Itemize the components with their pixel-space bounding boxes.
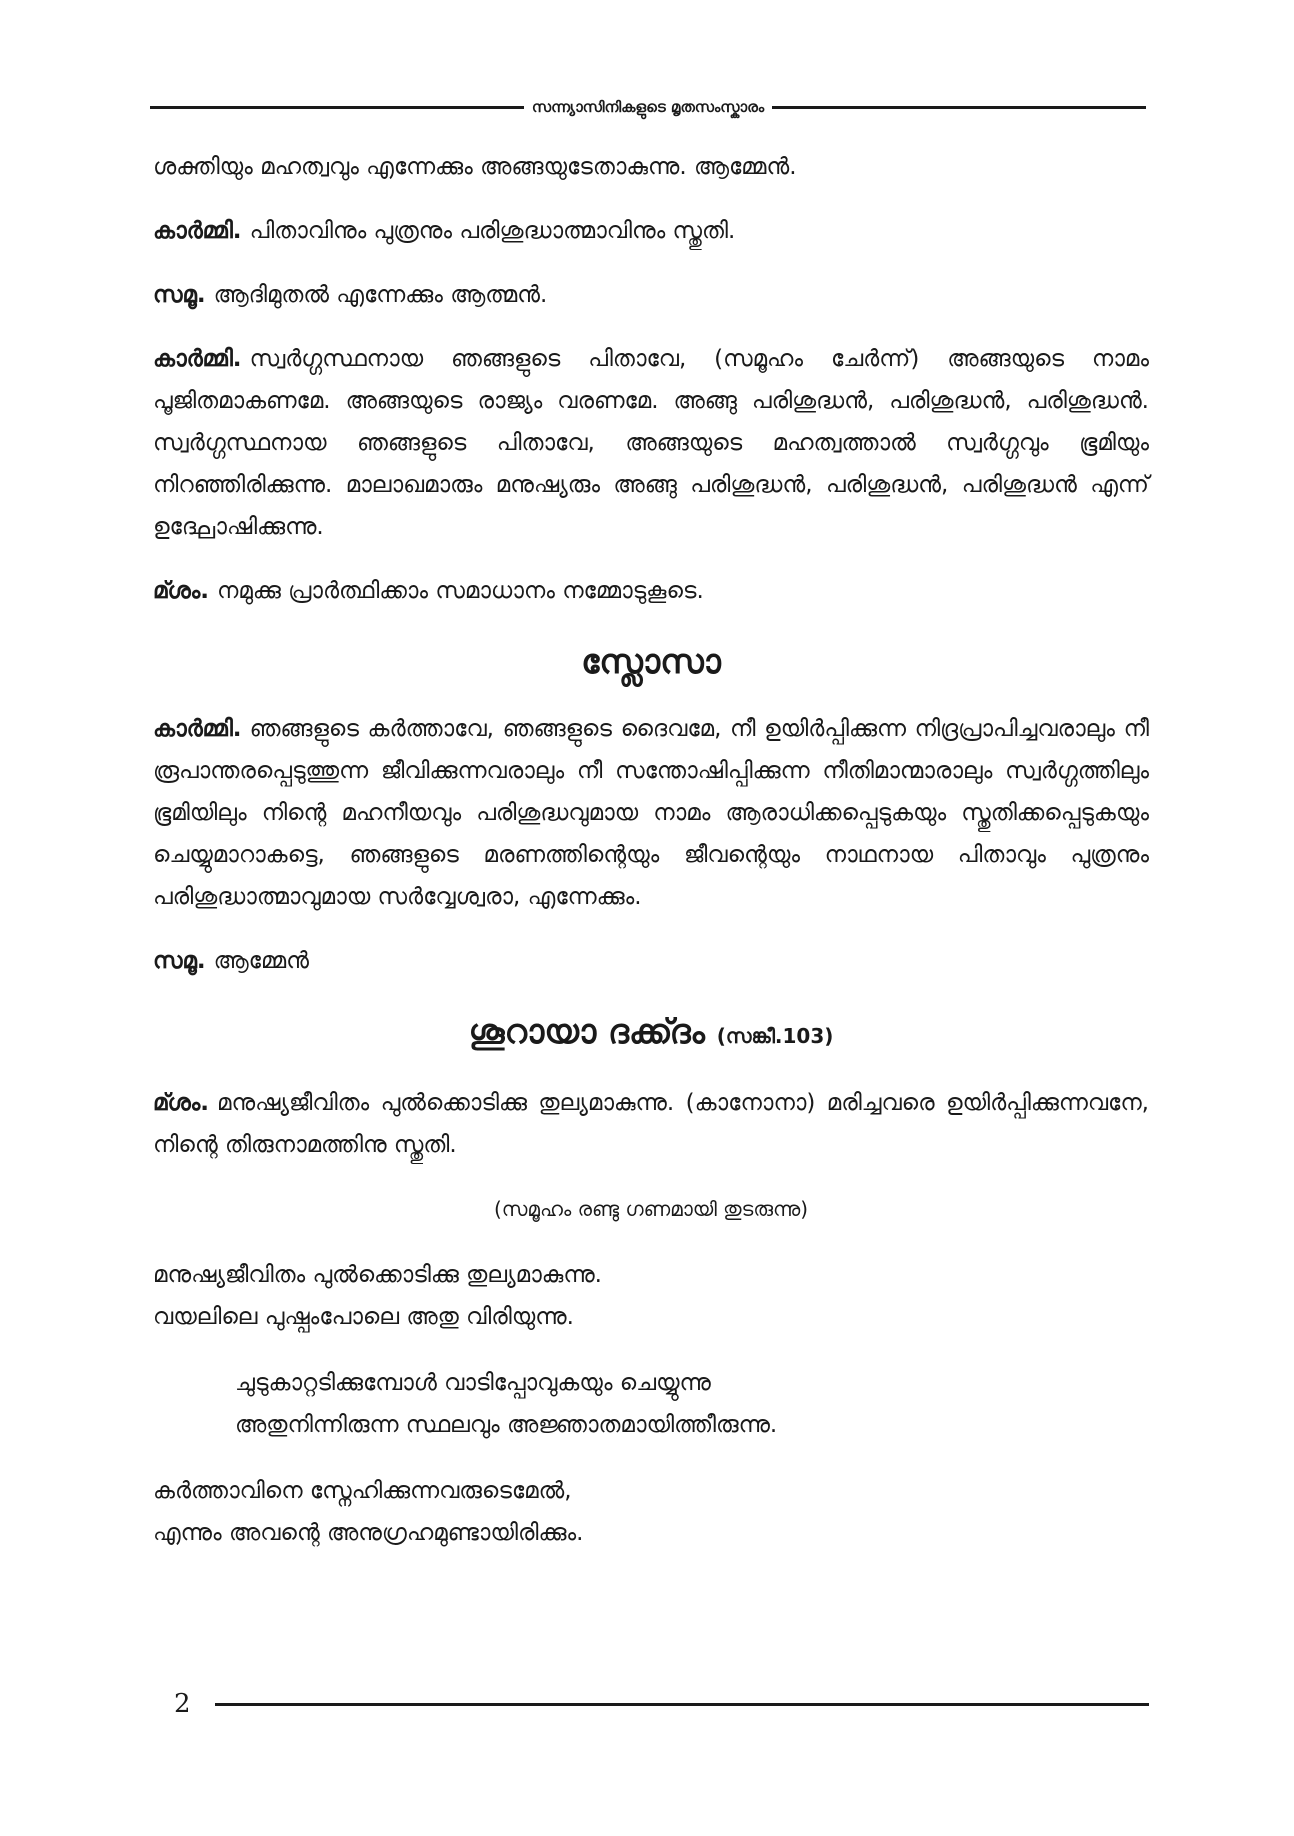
verse-line: കർത്താവിനെ സ്നേഹിക്കുന്നവരുടെമേൽ, — [153, 1478, 572, 1504]
running-header — [150, 92, 1146, 122]
psalm-stanza-1 — [153, 1254, 1149, 1338]
verse-line: അതുനിന്നിരുന്ന സ്ഥലവും അജ്ഞാതമായിത്തീരുന്നു. — [235, 1412, 778, 1438]
page-footer — [174, 1684, 1149, 1724]
intro-paragraph-1: ശക്തിയും മഹത്വവും എന്നേക്കും അങ്ങയുടേതാകുന്നു. ആമ്മേൻ. — [153, 154, 797, 180]
psalm-stanza-2 — [153, 1362, 1149, 1446]
speaker-label: കാർമ്മി. — [153, 346, 242, 372]
speaker-label: സമൂ. — [153, 282, 206, 308]
page-number: 2 — [174, 1689, 191, 1719]
verse-line: ചുടുകാറ്റടിക്കുമ്പോൾ വാടിപ്പോവുകയും ചെയ്യുന്നു — [235, 1370, 711, 1396]
speaker-label: കാർമ്മി. — [153, 716, 242, 742]
sloosa-heading: സ്ലോസാ — [581, 642, 721, 682]
suraya-heading — [153, 1004, 1149, 1064]
verse-line: വയലിലെ പുഷ്പംപോലെ അതു വിരിയുന്നു. — [153, 1304, 574, 1330]
psalm-stanza-3 — [153, 1470, 1149, 1554]
intro-paragraph-4: കാർമ്മി. സ്വർഗ്ഗസ്ഥനായ ഞങ്ങളുടെ പിതാവേ, (സമൂഹം ചേർന്ന്) അങ്ങയുടെ നാമം പൂജിതമാകണമേ. അങ്ങയുടെ രാജ്യം വരണമേ. അങ്ങു പരിശുദ്ധൻ, പരിശുദ്ധൻ, പരിശുദ്ധൻ. സ്വർഗ്ഗസ്ഥനായ ഞങ്ങളുടെ പിതാവേ, അങ്ങയുടെ മഹത്വത്താൽ സ്വർഗ്ഗവും ഭൂമിയും നിറഞ്ഞിരിക്കുന്നു. മാലാഖമാരും മനുഷ്യരും അങ്ങു പരിശുദ്ധൻ, പരിശുദ്ധൻ, പരിശുദ്ധൻ എന്ന് ഉദ്ഘോഷിക്കുന്നു. — [153, 346, 1149, 540]
rubric-instruction: (സമൂഹം രണ്ടു ഗണമായി തുടരുന്നു) — [493, 1197, 809, 1221]
speaker-label: മ്ശം. — [153, 1090, 210, 1116]
psalm-reference: (സങ്കീ.103) — [716, 1024, 834, 1048]
page-content — [153, 146, 1149, 1578]
intro-paragraph-5: മ്ശം. നമുക്കു പ്രാർത്ഥിക്കാം സമാധാനം നമ്മോടുകൂടെ. — [153, 578, 704, 604]
header-rule-right — [772, 106, 1146, 109]
verse-line: എന്നും അവന്റെ അനുഗ്രഹമുണ്ടായിരിക്കും. — [153, 1520, 584, 1546]
suraya-paragraph: മ്ശം. മനുഷ്യജീവിതം പുൽക്കൊടിക്കു തുല്യമാകുന്നു. (കാനോനാ) മരിച്ചവരെ ഉയിർപ്പിക്കുന്നവനേ, നിന്റെ തിരുനാമത്തിനു സ്തുതി. — [153, 1090, 1149, 1158]
header-rule-left — [150, 106, 524, 109]
speaker-label: കാർമ്മി. — [153, 218, 242, 244]
speaker-label: സമൂ. — [153, 948, 206, 974]
speaker-label: മ്ശം. — [153, 578, 210, 604]
footer-rule — [215, 1703, 1149, 1706]
suraya-title: ശൂറായാ ദക്ക്ദം — [468, 1012, 705, 1052]
sloosa-paragraph-1: കാർമ്മി. ഞങ്ങളുടെ കർത്താവേ, ഞങ്ങളുടെ ദൈവമേ, നീ ഉയിർപ്പിക്കുന്ന നിദ്രപ്രാപിച്ചവരാലും നീ രൂപാന്തരപ്പെടുത്തുന്ന ജീവിക്കുന്നവരാലും നീ സന്തോഷിപ്പിക്കുന്ന നീതിമാന്മാരാലും സ്വർഗ്ഗത്തിലും ഭൂമിയിലും നിന്റെ മഹനീയവും പരിശുദ്ധവുമായ നാമം ആരാധിക്കപ്പെടുകയും സ്തുതിക്കപ്പെടുകയും ചെയ്യുമാറാകട്ടെ, ഞങ്ങളുടെ മരണത്തിന്റെയും ജീവന്റെയും നാഥനായ പിതാവും പുത്രനും പരിശുദ്ധാത്മാവുമായ സർവ്വേശ്വരാ, എന്നേക്കും. — [153, 716, 1149, 910]
header-title: സന്ന്യാസിനികളുടെ മൃതസംസ്കാരം — [531, 98, 765, 116]
intro-paragraph-3: സമൂ. ആദിമുതൽ എന്നേക്കും ആത്മൻ. — [153, 282, 548, 308]
intro-paragraph-2: കാർമ്മി. പിതാവിനും പുത്രനും പരിശുദ്ധാത്മാവിനും സ്തുതി. — [153, 218, 736, 244]
sloosa-paragraph-2: സമൂ. ആമ്മേൻ — [153, 948, 309, 974]
verse-line: മനുഷ്യജീവിതം പുൽക്കൊടിക്കു തുല്യമാകുന്നു. — [153, 1262, 602, 1288]
